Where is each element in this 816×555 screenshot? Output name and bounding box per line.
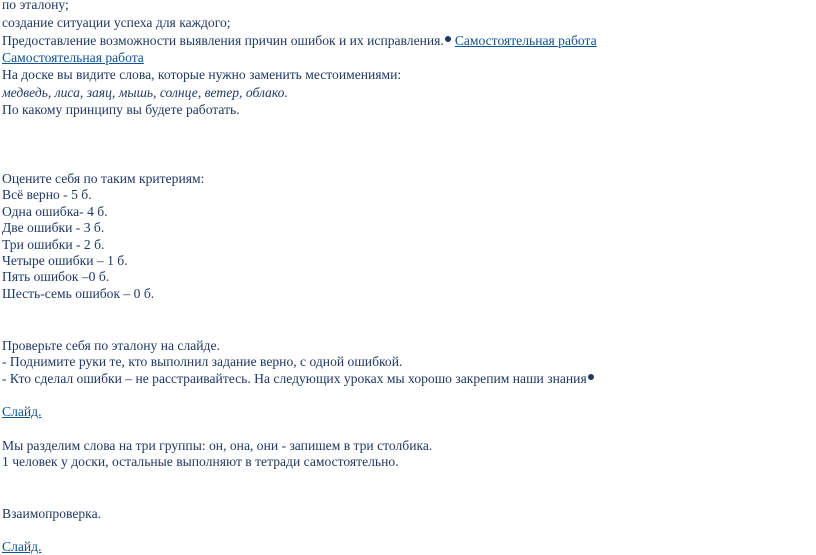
criteria-item: Две ошибки - 3 б. <box>2 220 105 235</box>
text-line-board-person: 1 человек у доски, остальные выполняют в тетради самостоятельно. <box>2 454 399 469</box>
criteria-item: Одна ошибка- 4 б. <box>2 204 108 219</box>
criteria-item: Шесть-семь ошибок – 0 б. <box>2 286 155 301</box>
text-line-principle: По какому принципу вы будете работать. <box>2 102 240 117</box>
criteria-item: Четыре ошибки – 1 б. <box>2 253 128 268</box>
text-line-peer-check: Взаимопроверка. <box>2 506 102 521</box>
text-line-groups: Мы разделим слова на три группы: он, она, они - запишем в три столбика. <box>2 438 433 453</box>
text-line-opportunity <box>2 32 597 49</box>
text-line-check: Проверьте себя по эталону на слайде. <box>2 338 220 353</box>
link-independent-work-2[interactable]: Самостоятельная работа <box>2 50 144 65</box>
text-line-success: создание ситуации успеха для каждого; <box>2 15 231 30</box>
text-mistakes: - Кто сделал ошибки – не расстраивайтесь. На следующих уроках мы хорошо закрепим наши знания <box>2 371 587 386</box>
text-line-words: медведь, лиса, заяц, мышь, солнце, ветер, облако. <box>2 85 288 100</box>
bullet-dot-icon <box>445 36 451 42</box>
text-line-raise-hands: - Поднимите руки те, кто выполнил задание верно, с одной ошибкой. <box>2 354 403 369</box>
criteria-item: Всё верно - 5 б. <box>2 187 92 202</box>
text-line-mistakes <box>2 370 598 387</box>
criteria-item: Три ошибки - 2 б. <box>2 237 105 252</box>
text-opportunity: Предоставление возможности выявления причин ошибок и их исправления. <box>2 33 444 48</box>
text-line-criteria: Оцените себя по таким критериям: <box>2 171 205 186</box>
link-slide[interactable]: Слайд. <box>2 404 42 419</box>
text-line-etalon: по эталону; <box>2 0 69 12</box>
text-line-board: На доске вы видите слова, которые нужно заменить местоимениями: <box>2 67 402 82</box>
bullet-dot-icon <box>588 374 594 380</box>
link-slide-2[interactable]: Слайд. <box>2 539 42 554</box>
criteria-item: Пять ошибок –0 б. <box>2 269 110 284</box>
link-independent-work[interactable]: Самостоятельная работа <box>454 33 597 48</box>
